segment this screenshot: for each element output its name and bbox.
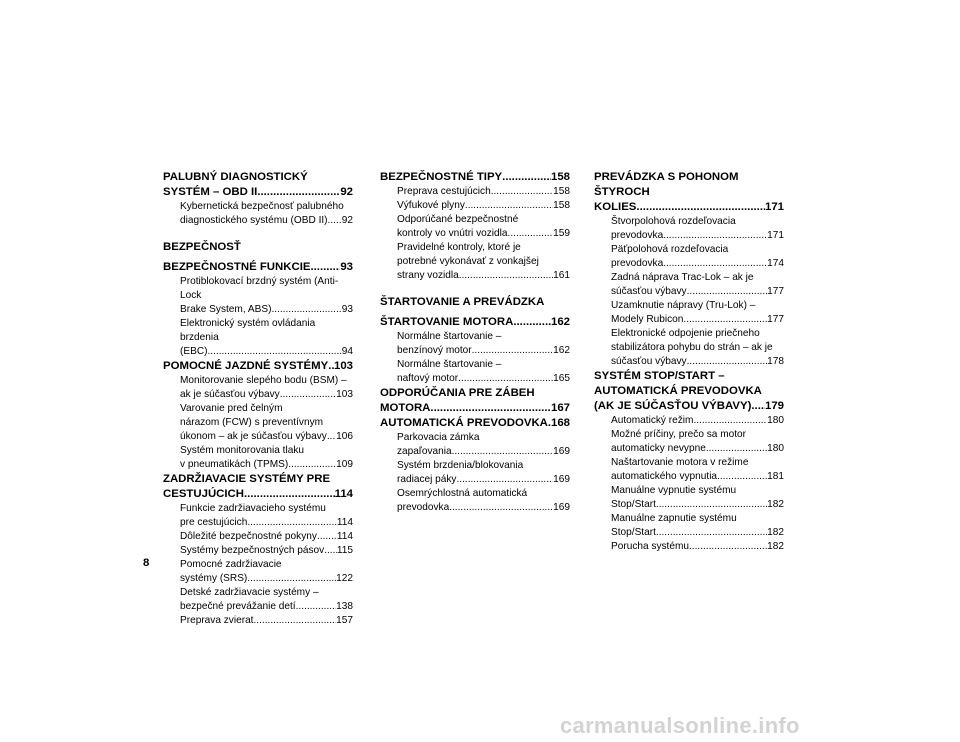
toc-text: zapaľovania (397, 446, 452, 457)
toc-text: Systém brzdenia/blokovania (397, 460, 524, 471)
toc-line (397, 269, 570, 283)
dot-leader (247, 572, 336, 586)
dot-leader (257, 185, 340, 200)
toc-text: ZADRŽIAVACIE SYSTÉMY PRE (163, 473, 331, 485)
toc-text: ODPORÚČANIA PRE ZÁBEH (380, 387, 535, 399)
dot-leader (689, 540, 767, 554)
toc-text: AUTOMATICKÁ PREVODOVKA (380, 417, 548, 429)
toc-text: Pomocné zadržiavacie (180, 559, 282, 570)
toc-line (180, 430, 353, 444)
toc-line (380, 315, 570, 330)
toc-line (380, 170, 570, 185)
toc-text: Päťpolohová rozdeľovacia (611, 244, 729, 255)
dot-leader (656, 498, 767, 512)
toc-text: Stop/Start (611, 499, 656, 510)
toc-line (611, 313, 784, 327)
toc-subentry (380, 241, 570, 283)
toc-chapter-entry (380, 386, 570, 416)
dot-leader (456, 473, 553, 487)
toc-subentry (163, 544, 353, 558)
dot-leader (706, 442, 767, 456)
toc-column-1 (163, 170, 353, 628)
toc-line (397, 445, 570, 459)
toc-subentry (594, 540, 784, 554)
dot-leader (687, 285, 768, 299)
toc-page-number: 92 (341, 215, 353, 226)
toc-text: ŠTARTOVANIE MOTORA (380, 316, 514, 328)
toc-text: prevodovka (611, 258, 664, 269)
toc-text: systémy (SRS) (180, 573, 248, 584)
toc-chapter-entry (163, 472, 353, 502)
toc-line (380, 416, 570, 431)
toc-chapter-entry (594, 170, 784, 215)
toc-text: diagnostického systému (OBD II) (180, 215, 328, 226)
toc-subentry (380, 199, 570, 213)
toc-text: pre cestujúcich (180, 517, 248, 528)
dot-leader (271, 303, 341, 317)
toc-page-number: 182 (767, 499, 784, 510)
toc-line (611, 526, 784, 540)
toc-page-number: 177 (767, 314, 784, 325)
toc-text: automatického vypnutia (611, 471, 718, 482)
toc-subentry (163, 275, 353, 317)
toc-subentry (380, 358, 570, 386)
dot-leader (465, 199, 553, 213)
toc-page-number: 171 (767, 230, 784, 241)
toc-text: Systém monitorovania tlaku (180, 445, 304, 456)
toc-line (611, 355, 784, 369)
toc-text: radiacej páky (397, 474, 457, 485)
toc-page-number: 178 (767, 356, 784, 367)
toc-text: Protiblokovací brzdný systém (Anti-Lock (180, 276, 339, 301)
toc-page-number: 168 (550, 417, 570, 429)
toc-line (180, 458, 353, 472)
toc-subentry (163, 402, 353, 444)
toc-line (180, 572, 353, 586)
toc-subentry (163, 444, 353, 472)
toc-subentry (163, 558, 353, 586)
toc-column-3 (594, 170, 784, 554)
toc-page-number: 162 (553, 345, 570, 356)
toc-page-number: 138 (336, 601, 353, 612)
toc-page-number: 171 (764, 201, 784, 213)
toc-page-number: 93 (341, 304, 353, 315)
toc-subentry (380, 213, 570, 241)
toc-subentry (594, 327, 784, 369)
toc-subentry (380, 330, 570, 358)
toc-text: KOLIES (594, 201, 637, 213)
toc-text: CESTUJÚCICH (163, 488, 245, 500)
toc-subentry (163, 200, 353, 228)
toc-subentry (594, 512, 784, 540)
toc-text: Funkcie zadržiavacieho systému (180, 503, 326, 514)
toc-line (180, 388, 353, 402)
toc-text: Možné príčiny, prečo sa motor (611, 429, 747, 440)
dot-leader (328, 214, 342, 228)
dot-leader (207, 345, 341, 359)
dot-leader (452, 445, 554, 459)
toc-line (180, 544, 353, 558)
dot-leader (687, 355, 768, 369)
toc-page-number: 169 (553, 446, 570, 457)
dot-leader (513, 315, 551, 330)
toc-text: Detské zadržiavacie systémy – (180, 587, 319, 598)
dot-leader (449, 501, 553, 515)
toc-text: SYSTÉM – OBD II (163, 186, 258, 198)
toc-text: Preprava cestujúcich (397, 186, 491, 197)
dot-leader (636, 200, 765, 215)
toc-chapter-entry (594, 369, 784, 414)
toc-line (180, 516, 353, 530)
toc-text: stabilizátora pohybu do strán – ak je (611, 342, 773, 353)
dot-leader (683, 313, 767, 327)
toc-text: Manuálne vypnutie systému (611, 485, 737, 496)
toc-page-number: 103 (333, 360, 353, 372)
toc-text: prevodovka (397, 502, 450, 513)
toc-text: súčasťou výbavy (611, 286, 687, 297)
toc-text: Zadná náprava Trac-Lok – ak je (611, 272, 754, 283)
toc-text: Elektronické odpojenie priečneho (611, 328, 760, 339)
toc-page-number: 179 (764, 400, 784, 412)
dot-leader (508, 227, 554, 241)
toc-subentry (163, 502, 353, 530)
toc-page-number: 114 (334, 488, 353, 500)
toc-text: súčasťou výbavy (611, 356, 687, 367)
toc-page-number: 93 (340, 261, 353, 273)
toc-text: potrebné vykonávať z vonkajšej (397, 256, 539, 267)
toc-text: Elektronický systém ovládania brzdenia (180, 318, 316, 343)
toc-subentry (163, 317, 353, 359)
section-heading (163, 240, 353, 255)
toc-text: BEZPEČNOSŤ (163, 241, 241, 253)
toc-page-number: 169 (553, 474, 570, 485)
toc-subentry (163, 586, 353, 614)
toc-text: Varovanie pred čelným (180, 403, 283, 414)
dot-leader (459, 269, 553, 283)
toc-page-number: 180 (767, 443, 784, 454)
toc-line (397, 227, 570, 241)
toc-text: BEZPEČNOSTNÉ TIPY (380, 171, 503, 183)
toc-text: strany vozidla (397, 270, 459, 281)
dot-leader (491, 185, 553, 199)
toc-text: Uzamknutie nápravy (Tru-Lok) – (611, 300, 756, 311)
toc-line (611, 498, 784, 512)
toc-line (594, 200, 784, 215)
dot-leader (324, 544, 337, 558)
toc-page-number: 158 (553, 186, 570, 197)
toc-subentry (594, 414, 784, 428)
toc-subentry (163, 614, 353, 628)
toc-text: Dôležité bezpečnostné pokyny (180, 531, 317, 542)
page-number: 8 (143, 557, 150, 569)
toc-line (180, 303, 353, 317)
dot-leader (751, 399, 765, 414)
toc-line (180, 345, 353, 359)
dot-leader (502, 170, 551, 185)
toc-subentry (594, 243, 784, 271)
toc-chapter-entry (380, 315, 570, 330)
toc-text: Systémy bezpečnostných pásov (180, 545, 325, 556)
toc-page-number: 159 (553, 228, 570, 239)
toc-text: automaticky nevypne (611, 443, 706, 454)
toc-page-number: 167 (550, 402, 570, 414)
toc-chapter-entry (380, 170, 570, 185)
toc-line (180, 530, 353, 544)
dot-leader (247, 516, 337, 530)
toc-text: prevodovka (611, 230, 664, 241)
toc-chapter-entry (163, 170, 353, 200)
toc-page-number: 103 (336, 389, 353, 400)
toc-page-number: 165 (553, 373, 570, 384)
toc-line (163, 487, 353, 502)
toc-text: POMOCNÉ JAZDNÉ SYSTÉMY (163, 360, 329, 372)
toc-chapter-entry (163, 260, 353, 275)
toc-text: Odporúčané bezpečnostné (397, 214, 519, 225)
toc-page-number: 182 (767, 541, 784, 552)
toc-text: PREVÁDZKA S POHONOM ŠTYROCH (594, 171, 739, 198)
toc-page-number: 157 (336, 615, 353, 626)
toc-subentry (594, 215, 784, 243)
toc-line (611, 442, 784, 456)
toc-text: benzínový motor (397, 345, 472, 356)
toc-line (180, 600, 353, 614)
toc-line (180, 614, 353, 628)
toc-line (163, 260, 353, 275)
toc-subentry (380, 487, 570, 515)
dot-leader (656, 526, 767, 540)
toc-subentry (594, 456, 784, 484)
toc-text: Preprava zvierat (180, 615, 254, 626)
toc-line (397, 372, 570, 386)
toc-subentry (594, 484, 784, 512)
toc-subentry (594, 428, 784, 456)
toc-line (594, 399, 784, 414)
toc-line (380, 401, 570, 416)
toc-page-number: 122 (336, 573, 353, 584)
toc-page-number: 114 (336, 531, 353, 542)
toc-text: BEZPEČNOSTNÉ FUNKCIE (163, 261, 311, 273)
dot-leader (280, 388, 336, 402)
toc-text: Štvorpolohová rozdeľovacia (611, 216, 736, 227)
toc-subentry (163, 374, 353, 402)
toc-subentry (380, 431, 570, 459)
toc-text: Normálne štartovanie – (397, 331, 502, 342)
toc-text: Kybernetická bezpečnosť palubného (180, 201, 344, 212)
toc-text: Pravidelné kontroly, ktoré je (397, 242, 521, 253)
toc-page-number: 94 (341, 346, 353, 357)
toc-page-number: 114 (336, 517, 353, 528)
toc-text: Normálne štartovanie – (397, 359, 502, 370)
toc-page-number: 109 (336, 459, 353, 470)
toc-text: Brake System, ABS) (180, 304, 272, 315)
toc-page-number: 115 (336, 545, 353, 556)
dot-leader (717, 470, 767, 484)
toc-text: naftový motor (397, 373, 459, 384)
toc-line (611, 229, 784, 243)
toc-text: Porucha systému (611, 541, 689, 552)
toc-page-number: 180 (767, 415, 784, 426)
toc-text: Automatický režim (611, 415, 694, 426)
toc-subentry (380, 185, 570, 199)
dot-leader (288, 458, 336, 472)
toc-subentry (163, 530, 353, 544)
toc-text: úkonom – ak je súčasťou výbavy (180, 431, 327, 442)
toc-line (611, 470, 784, 484)
toc-line (397, 185, 570, 199)
toc-text: Naštartovanie motora v režime (611, 457, 749, 468)
toc-text: (EBC) (180, 346, 208, 357)
toc-text: Parkovacia zámka (397, 432, 480, 443)
dot-leader (472, 344, 554, 358)
toc-line (163, 359, 353, 374)
toc-line (611, 540, 784, 554)
dot-leader (310, 260, 340, 275)
toc-text: kontroly vo vnútri vozidla (397, 228, 508, 239)
toc-page-number: 177 (767, 286, 784, 297)
dot-leader (663, 229, 767, 243)
toc-text: Manuálne zapnutie systému (611, 513, 737, 524)
toc-line (397, 344, 570, 358)
section-heading (380, 295, 570, 310)
toc-text: ak je súčasťou výbavy (180, 389, 280, 400)
toc-text: (AK JE SÚČASŤOU VÝBAVY) (594, 400, 752, 412)
toc-line (611, 285, 784, 299)
watermark: carmanualsonline.info (560, 713, 800, 738)
toc-chapter-entry (380, 416, 570, 431)
toc-page-number: 174 (767, 258, 784, 269)
toc-text: ŠTARTOVANIE A PREVÁDZKA (380, 296, 545, 308)
dot-leader (327, 430, 336, 444)
toc-line (397, 199, 570, 213)
dot-leader (244, 487, 335, 502)
toc-text: PALUBNÝ DIAGNOSTICKÝ (163, 171, 308, 183)
toc-page-number: 182 (767, 527, 784, 538)
toc-page-number: 161 (553, 270, 570, 281)
toc-text: bezpečné prevážanie detí (180, 601, 296, 612)
dot-leader (458, 372, 553, 386)
dot-leader (430, 401, 551, 416)
toc-text: Modely Rubicon (611, 314, 684, 325)
toc-text: v pneumatikách (TPMS) (180, 459, 289, 470)
toc-line (611, 257, 784, 271)
toc-page-number: 106 (336, 431, 353, 442)
toc-page-number: 162 (550, 316, 570, 328)
dot-leader (296, 600, 337, 614)
toc-text: Stop/Start (611, 527, 656, 538)
dot-leader (663, 257, 767, 271)
toc-line (180, 214, 353, 228)
toc-line (163, 185, 353, 200)
toc-text: MOTORA (380, 402, 431, 414)
toc-page-number: 181 (767, 471, 784, 482)
toc-page-number: 158 (553, 200, 570, 211)
toc-subentry (594, 271, 784, 299)
toc-text: SYSTÉM STOP/START – (594, 370, 725, 382)
toc-text: Monitorovanie slepého bodu (BSM) – (180, 375, 347, 386)
toc-line (611, 414, 784, 428)
toc-page-number: 92 (340, 186, 353, 198)
toc-text: AUTOMATICKÁ PREVODOVKA (594, 385, 762, 397)
toc-line (397, 501, 570, 515)
toc-chapter-entry (163, 359, 353, 374)
dot-leader (254, 614, 337, 628)
toc-page-number: 158 (550, 171, 570, 183)
toc-subentry (594, 299, 784, 327)
toc-column-2 (380, 170, 570, 515)
toc-text: Výfukové plyny (397, 200, 465, 211)
toc-subentry (380, 459, 570, 487)
toc-text: Osemrýchlostná automatická (397, 488, 528, 499)
toc-page-number: 169 (553, 502, 570, 513)
dot-leader (317, 530, 337, 544)
toc-line (397, 473, 570, 487)
toc-text: nárazom (FCW) s preventívnym (180, 417, 324, 428)
dot-leader (693, 414, 767, 428)
